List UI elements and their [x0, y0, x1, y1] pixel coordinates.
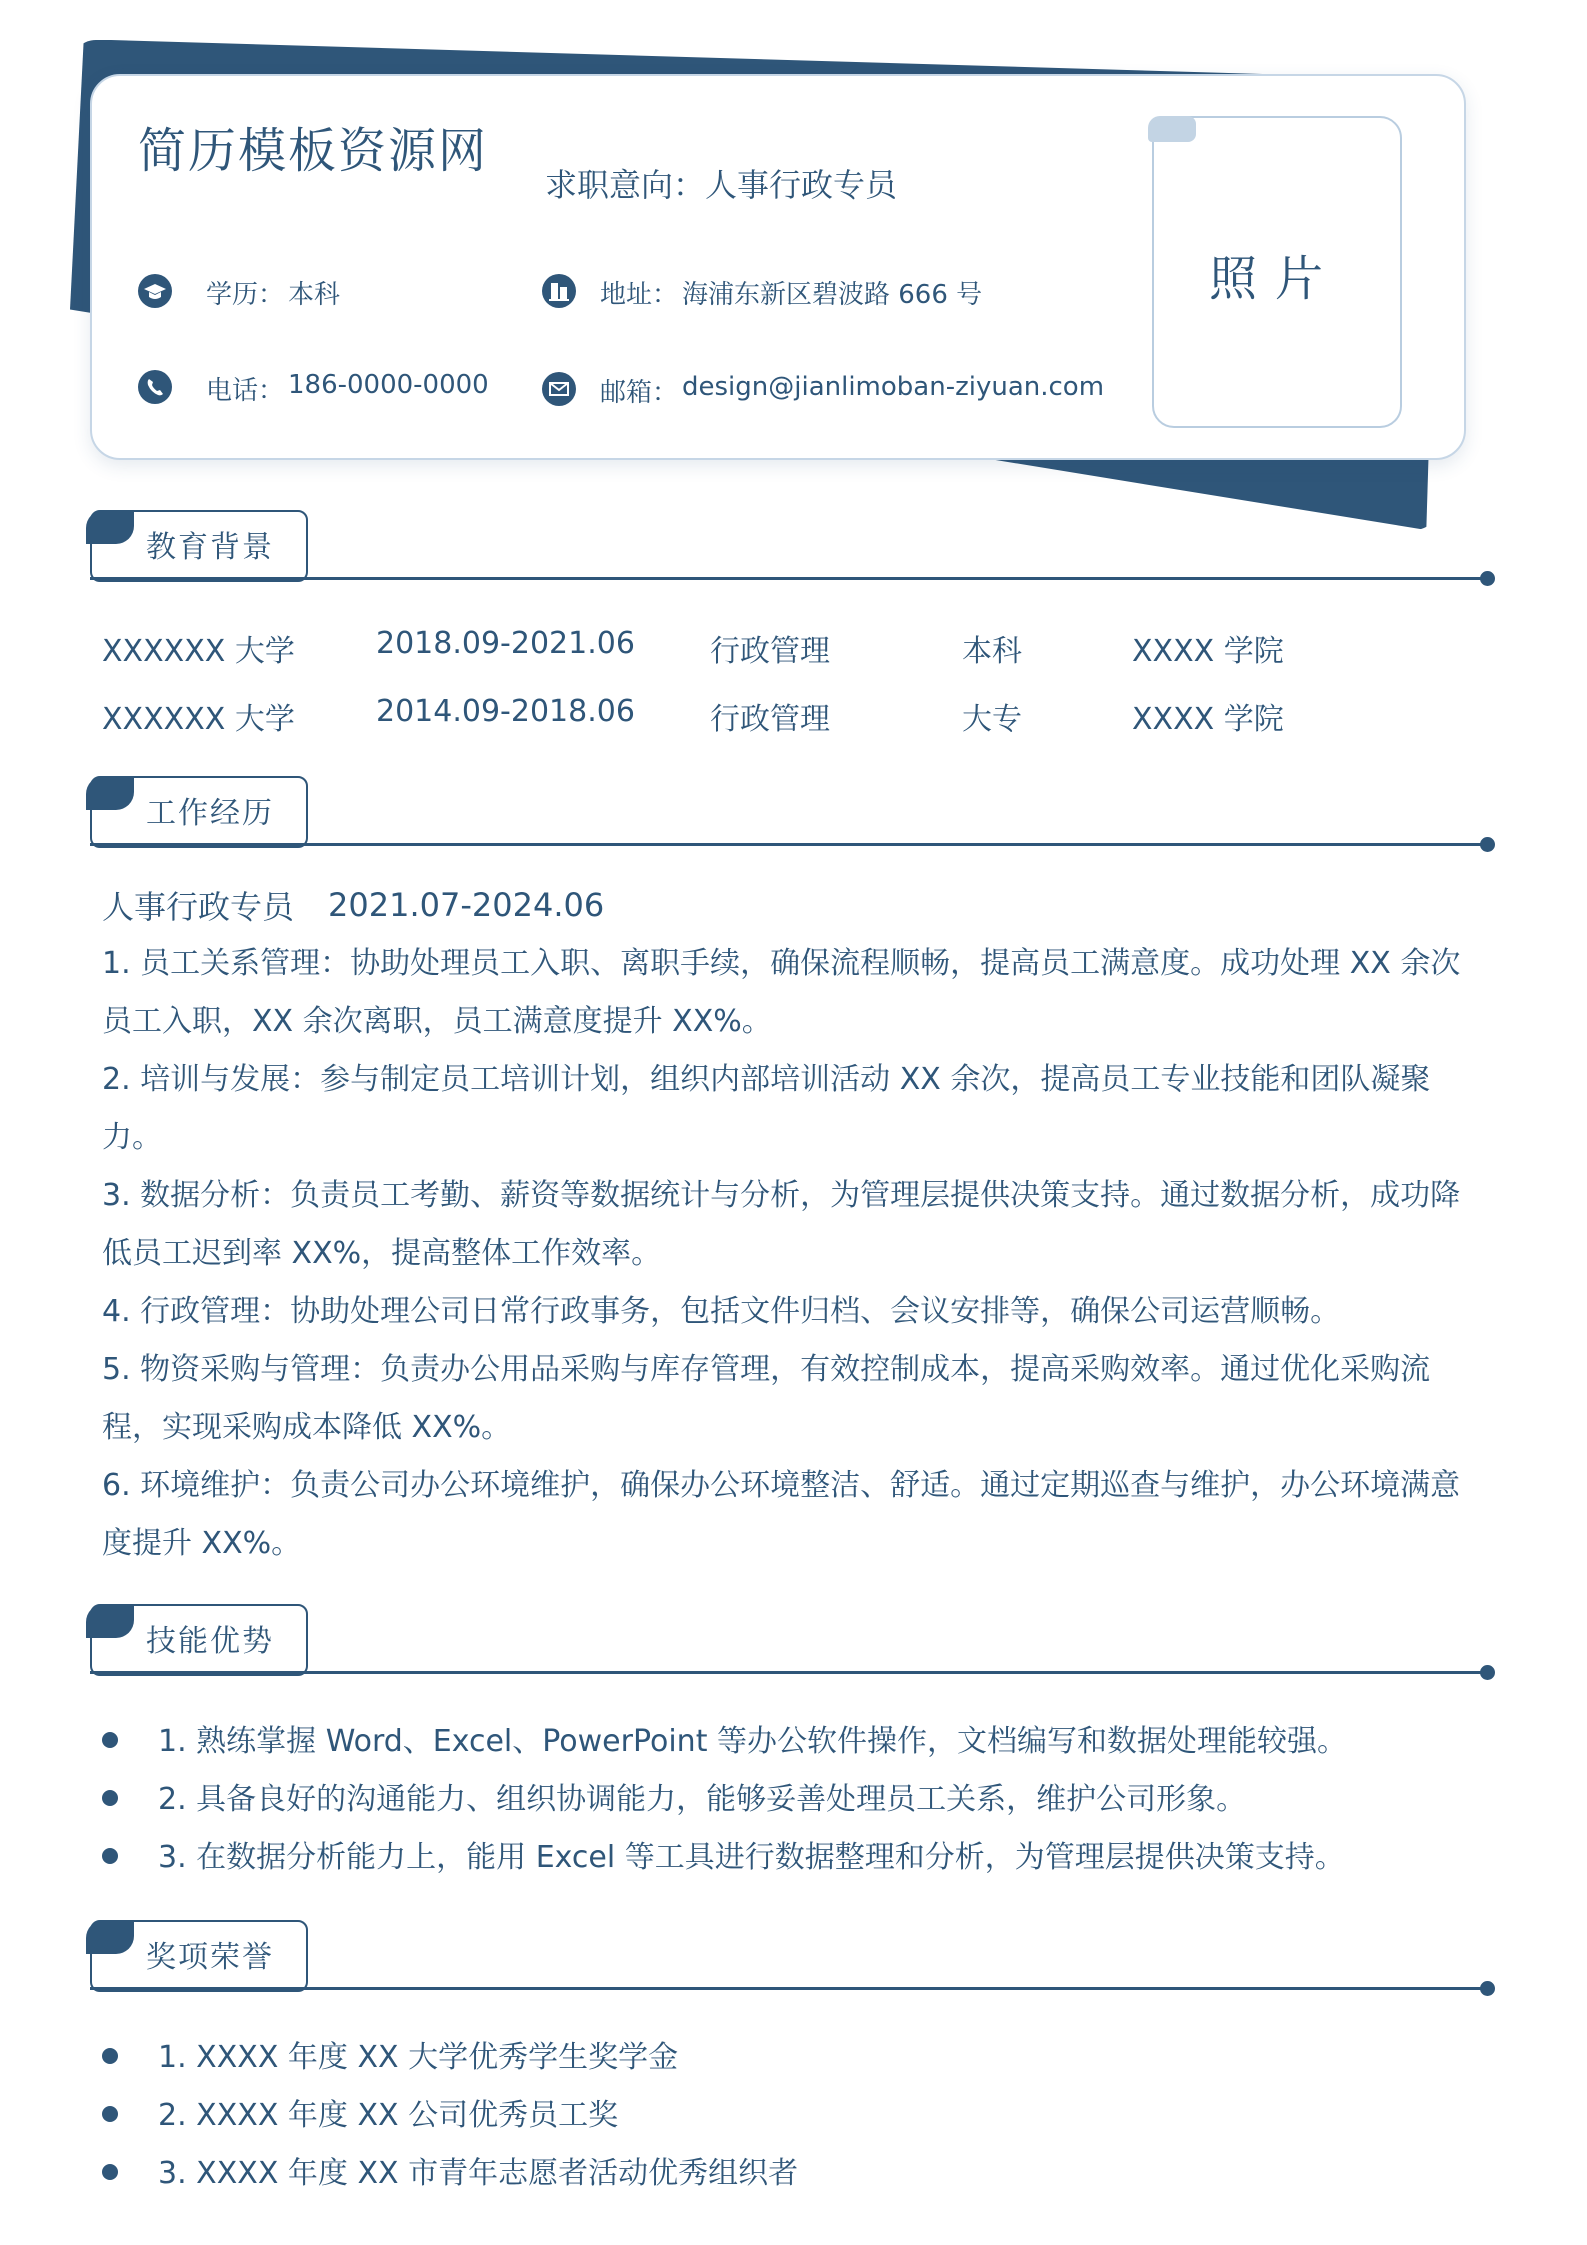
section-tab-decoration	[86, 1604, 134, 1638]
photo-tab-decoration	[1148, 116, 1196, 142]
college: XXXX 学院	[1132, 634, 1284, 669]
job-title: 人事行政专员	[102, 888, 295, 926]
work-duty-item: 4. 行政管理：协助处理公司日常行政事务，包括文件归档、会议安排等，确保公司运营顺畅。	[102, 1294, 1341, 1329]
degree: 大专	[962, 702, 1022, 737]
graduation-cap-icon	[138, 274, 172, 308]
section-divider	[90, 1987, 1486, 1990]
skill-text: 1. 熟练掌握 Word、Excel、PowerPoint 等办公软件操作，文档编写和数据处理能较强。	[158, 1724, 1347, 1759]
section-title: 工作经历	[146, 796, 274, 831]
award-text: 2. XXXX 年度 XX 公司优秀员工奖	[158, 2098, 619, 2133]
section-work-header	[86, 776, 1496, 856]
photo-label: 照片	[1208, 251, 1341, 307]
study-period: 2018.09-2021.06	[376, 626, 635, 661]
building-icon	[542, 274, 576, 308]
work-duty-item: 3. 数据分析：负责员工考勤、薪资等数据统计与分析，为管理层提供决策支持。通过数据分析，成功降低员工迟到率 XX%，提高整体工作效率。	[102, 1178, 1461, 1271]
section-title: 教育背景	[146, 530, 274, 565]
section-divider	[90, 843, 1486, 846]
education-value: 本科	[288, 280, 341, 310]
list-item	[102, 2148, 1482, 2206]
award-text: 1. XXXX 年度 XX 大学优秀学生奖学金	[158, 2040, 679, 2075]
bullet-dot	[102, 2106, 118, 2122]
skill-text: 3. 在数据分析能力上，能用 Excel 等工具进行数据整理和分析，为管理层提供决策支持。	[158, 1840, 1345, 1875]
list-item	[102, 2032, 1482, 2090]
school-name: XXXXXX 大学	[102, 634, 295, 669]
phone-label: 电话：	[206, 376, 285, 406]
school-name: XXXXXX 大学	[102, 702, 295, 737]
skill-text: 2. 具备良好的沟通能力、组织协调能力，能够妥善处理员工关系，维护公司形象。	[158, 1782, 1247, 1817]
bullet-dot	[102, 2164, 118, 2180]
job-intent-label: 求职意向：	[545, 166, 706, 204]
skills-list	[102, 1716, 1482, 1890]
section-divider-dot	[1480, 571, 1495, 586]
award-text: 3. XXXX 年度 XX 市青年志愿者活动优秀组织者	[158, 2156, 799, 2191]
section-tab-decoration	[86, 1920, 134, 1954]
section-skills-header	[86, 1604, 1496, 1684]
section-divider-dot	[1480, 837, 1495, 852]
section-divider	[90, 1671, 1486, 1674]
address-label: 地址：	[600, 280, 679, 310]
list-item	[102, 1716, 1482, 1774]
awards-list	[102, 2032, 1482, 2206]
college: XXXX 学院	[1132, 702, 1284, 737]
bullet-dot	[102, 2048, 118, 2064]
study-period: 2014.09-2018.06	[376, 694, 635, 729]
job-period: 2021.07-2024.06	[328, 886, 605, 924]
work-duty-item: 2. 培训与发展：参与制定员工培训计划，组织内部培训活动 XX 余次，提高员工专业技能和团队凝聚力。	[102, 1062, 1431, 1155]
bullet-dot	[102, 1790, 118, 1806]
major: 行政管理	[710, 634, 830, 669]
section-tab-decoration	[86, 776, 134, 810]
section-divider	[90, 577, 1486, 580]
resume-name: 简历模板资源网	[138, 123, 489, 179]
mail-icon	[542, 372, 576, 406]
list-item	[102, 1774, 1482, 1832]
phone-value: 186-0000-0000	[288, 370, 489, 400]
work-duty-item: 6. 环境维护：负责公司办公环境维护，确保办公环境整洁、舒适。通过定期巡查与维护，办公环境满意度提升 XX%。	[102, 1468, 1461, 1561]
list-item	[102, 1832, 1482, 1890]
job-intent-value: 人事行政专员	[705, 166, 898, 204]
major: 行政管理	[710, 702, 830, 737]
work-duties-list	[102, 935, 1482, 1573]
work-duty-item: 1. 员工关系管理：协助处理员工入职、离职手续，确保流程顺畅，提高员工满意度。成功处理 XX 余次员工入职，XX 余次离职，员工满意度提升 XX%。	[102, 946, 1461, 1039]
section-education-header	[86, 510, 1496, 590]
bullet-dot	[102, 1848, 118, 1864]
section-title: 技能优势	[146, 1624, 274, 1659]
email-label: 邮箱：	[600, 378, 679, 408]
section-title: 奖项荣誉	[146, 1940, 274, 1975]
work-entry-header	[102, 882, 605, 928]
work-duty-item: 5. 物资采购与管理：负责办公用品采购与库存管理，有效控制成本，提高采购效率。通过优化采购流程，实现采购成本降低 XX%。	[102, 1352, 1431, 1445]
section-tab-decoration	[86, 510, 134, 544]
email-value: design@jianlimoban-ziyuan.com	[682, 372, 1105, 402]
phone-icon	[138, 370, 172, 404]
section-divider-dot	[1480, 1665, 1495, 1680]
bullet-dot	[102, 1732, 118, 1748]
section-awards-header	[86, 1920, 1496, 2000]
degree: 本科	[962, 634, 1022, 669]
list-item	[102, 2090, 1482, 2148]
address-value: 海浦东新区碧波路 666 号	[682, 280, 983, 310]
education-label: 学历：	[206, 280, 285, 310]
section-divider-dot	[1480, 1981, 1495, 1996]
